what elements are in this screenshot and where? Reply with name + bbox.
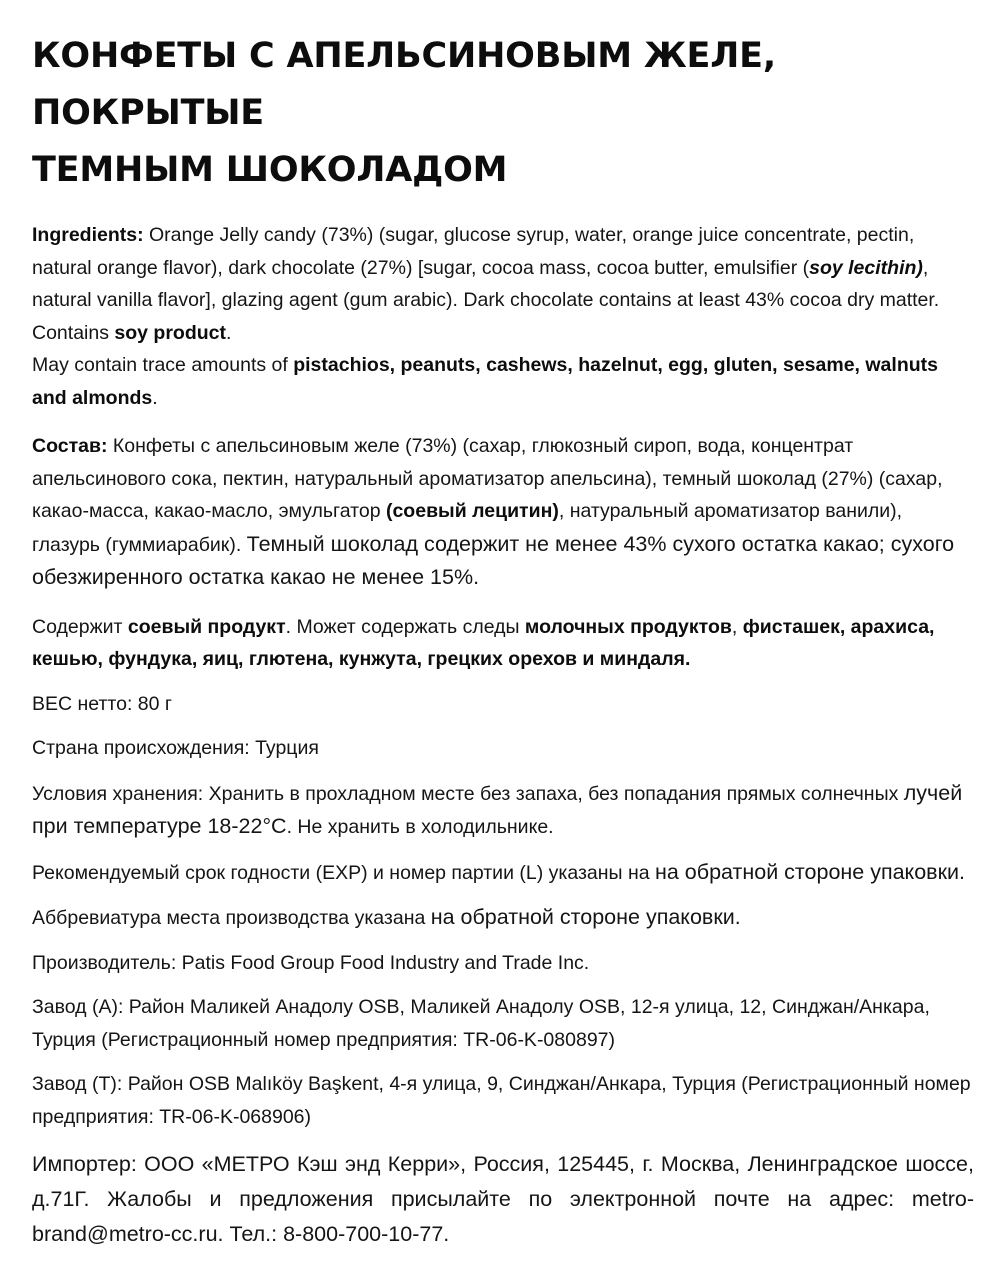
production-code-text-2: на обратной стороне упаковки. [430,905,741,929]
ingredients-en [32,219,974,349]
expiry-info [32,856,974,890]
contains-text-1: Содержит [32,615,128,638]
may-contain-text-1: May contain trace amounts of [32,354,294,376]
storage-text-3: . Не хранить в холодильнике. [286,816,554,838]
ingredients-text-2: , natural vanilla flavor], glazing agent (gum arabic). Dark chocolate contains at least 43% cocoa dry matter. Contains [32,256,940,344]
product-title [32,28,974,199]
composition-cocoa-note: Темный шоколад содержит не менее 43% сухого остатка какао; сухого обезжиренного остатка какао не менее 15%. [32,531,955,589]
ingredients-label: Ingredients: [32,224,144,246]
composition-soy-lecithin: (соевый лецитин) [385,500,559,522]
plant-a-address: Завод (A): Район Маликей Анадолу OSB, Маликей Анадолу OSB, 12-я улица, 12, Синджан/Анкара, Турция (Регистрационный номер предприятия: TR-06-K-080897) [32,996,930,1051]
manufacturer: Производитель: Patis Food Group Food Industry and Trade Inc. [32,951,590,974]
ingredients-soy-product: soy product [114,321,226,344]
contains-text-2: . Может содержать следы [285,615,525,638]
may-contain-text-2: . [152,386,158,409]
storage-conditions [32,777,974,844]
expiry-text-1: Рекомендуемый срок годности (EXP) и номер партии (L) указаны на [32,861,655,884]
plant-t-address: Завод (T): Район OSB Malıköy Başkent, 4-я улица, 9, Синджан/Анкара, Турция (Регистрационный номер предприятия: TR-06-K-068906) [32,1073,971,1128]
ingredients-text-1: Orange Jelly candy (73%) (sugar, glucose syrup, water, orange juice concentrate, pectin, natural orange flavor), dark chocolate (27%) [sugar, cocoa mass, cocoa butter, emulsifier ( [32,224,915,279]
composition-text-1: Конфеты с апельсиновым желе (73%) (сахар, глюкозный сироп, вода, концентрат апельсинового сока, пектин, натуральный ароматизатор апельсина), темный шоколад (27%) (сахар, какао-масса, какао-масло, эмульгатор [32,435,943,522]
title-line-1: КОНФЕТЫ С АПЕЛЬСИНОВЫМ ЖЕЛЕ, ПОКРЫТЫЕ [32,36,776,133]
storage-temperature: лучей при температуре 18-22°C [32,780,963,838]
country-of-origin: Страна происхождения: Турция [32,737,319,759]
may-contain-en [32,349,974,414]
expiry-text-2: на обратной стороне упаковки. [655,859,965,884]
contains-dairy: молочных продуктов [524,615,732,638]
storage-text-1: Условия хранения: Хранить в прохладном месте без запаха, без попадания прямых солнечных [32,782,904,805]
importer-info: Импортер: ООО «МЕТРО Кэш энд Керри», Россия, 125445, г. Москва, Ленинградское шоссе, д.71Г. Жалобы и предложения присылайте по электронной почте на адрес: metro-brand@metro-cc.ru. Тел.: 8-800-700-10-77. [32,1152,974,1246]
production-code-info [32,901,974,935]
contains-text-3: , [731,615,743,638]
composition-ru [32,430,974,595]
ingredients-soy-lecithin: soy lecithin) [809,256,923,279]
contains-soy-product: соевый продукт [127,615,286,638]
ingredients-text-3: . [225,321,232,344]
composition-text-2: , натуральный ароматизатор ванили), глазурь (гуммиарабик). [32,500,903,556]
contains-ru [32,611,974,676]
production-code-text-1: Аббревиатура места производства указана [32,907,431,929]
net-weight: ВЕС нетто: 80 г [32,692,173,715]
contains-allergens: фисташек, арахиса, кешью, фундука, яиц, глютена, кунжута, грецких орехов и миндаля. [32,615,935,670]
title-line-2: ТЕМНЫМ ШОКОЛАДОМ [32,150,508,190]
composition-label: Состав: [32,435,108,457]
may-contain-allergens: pistachios, peanuts, cashews, hazelnut, egg, gluten, sesame, walnuts and almonds [32,354,938,409]
